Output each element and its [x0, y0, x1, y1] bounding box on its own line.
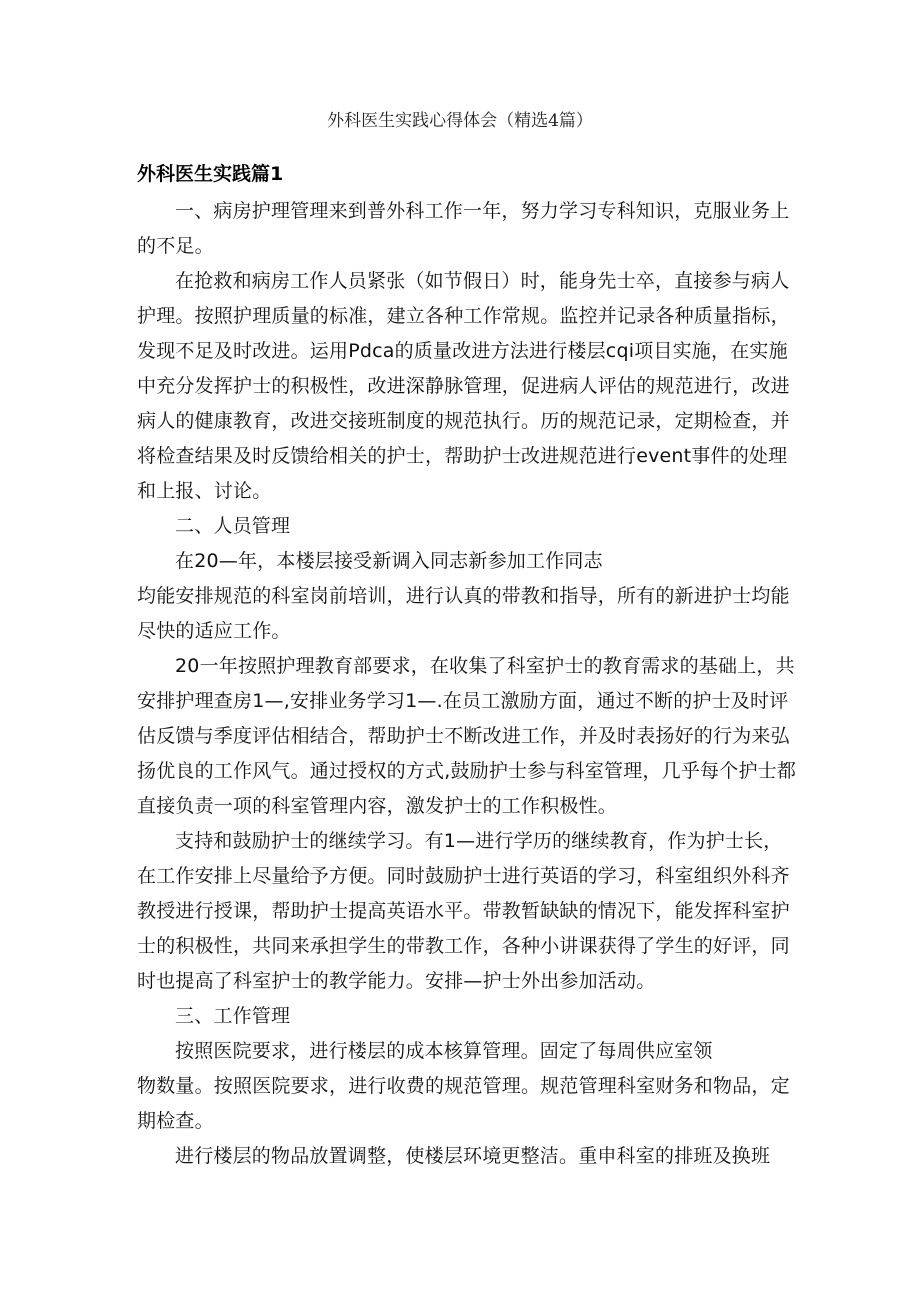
paragraph: 支持和鼓励护士的继续学习。有1—进行学历的继续教育，作为护士长，在工作安排上尽量给予方便。同时鼓励护士进行英语的学习，科室组织外科齐教授进行授课，帮助护士提高英语水平。带教暂缺缺的情况下，能发挥科室护士的积极性，共同来承担学生的带教工作，各种小讲课获得了学生的好评，同时也提高了科室护士的教学能力。安排—护士外出参加活动。 [137, 830, 790, 992]
document-title: 外科医生实践心得体会（精选4篇） [327, 111, 593, 131]
paragraph: 按照医院要求，进行楼层的成本核算管理。固定了每周供应室领 [175, 1040, 713, 1062]
subheading: 二、人员管理 [175, 515, 291, 537]
section-heading: 外科医生实践篇1 [137, 163, 284, 185]
paragraph: 在20—年，本楼层接受新调入同志新参加工作同志 [175, 550, 603, 572]
paragraph: 一、病房护理管理来到普外科工作一年，努力学习专科知识，克服业务上的不足。 [137, 200, 790, 257]
paragraph: 均能安排规范的科室岗前培训，进行认真的带教和指导，所有的新进护士均能尽快的适应工作。 [137, 585, 790, 642]
paragraph: 物数量。按照医院要求，进行收费的规范管理。规范管理科室财务和物品，定期检查。 [137, 1075, 790, 1132]
document-body [137, 194, 797, 1174]
subheading: 三、工作管理 [175, 1005, 291, 1027]
paragraph: 20一年按照护理教育部要求，在收集了科室护士的教育需求的基础上，共安排护理查房1—,安排业务学习1—.在员工激励方面，通过不断的护士及时评估反馈与季度评估相结合，帮助护士不断改进工作，并及时表扬好的行为来弘扬优良的工作风气。通过授权的方式,鼓励护士参与科室管理，几乎每个护士都直接负责一项的科室管理内容，激发护士的工作积极性。 [137, 655, 797, 817]
paragraph: 进行楼层的物品放置调整，使楼层环境更整洁。重申科室的排班及换班 [175, 1145, 771, 1167]
paragraph: 在抢救和病房工作人员紧张（如节假日）时，能身先士卒，直接参与病人护理。按照护理质量的标准，建立各种工作常规。监控并记录各种质量指标，发现不足及时改进。运用Pdca的质量改进方法进行楼层cqi项目实施，在实施中充分发挥护士的积极性，改进深静脉管理，促进病人评估的规范进行，改进病人的健康教育，改进交接班制度的规范执行。历的规范记录，定期检查，并将检查结果及时反馈给相关的护士，帮助护士改进规范进行event事件的处理和上报、讨论。 [137, 270, 790, 502]
